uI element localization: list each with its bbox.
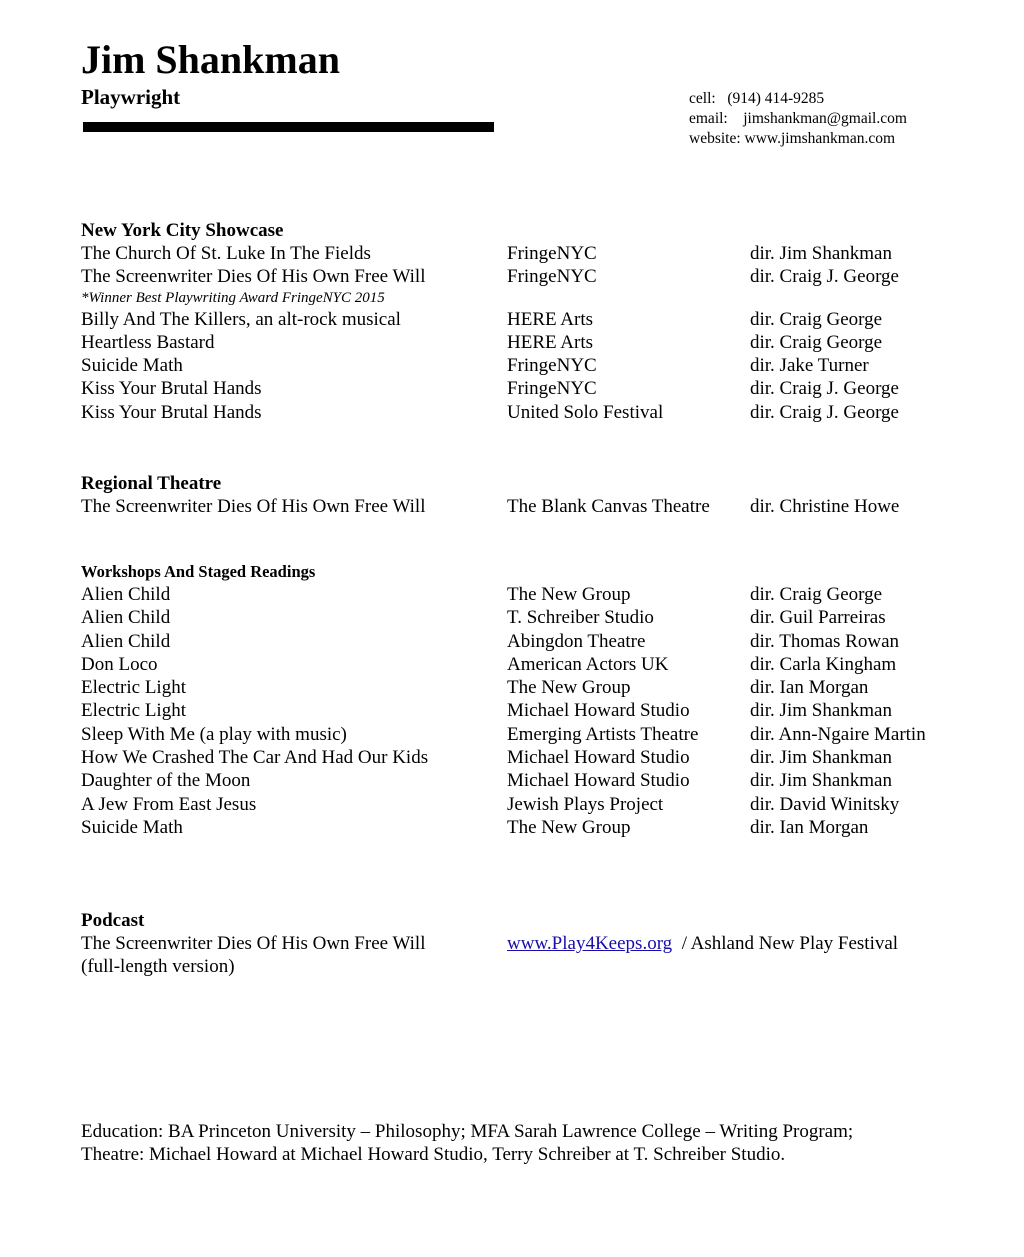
- credit-director: dir. Craig J. George: [750, 266, 899, 288]
- credit-row: [81, 653, 981, 676]
- credit-title: Alien Child: [81, 607, 171, 629]
- education-line: Education: BA Princeton University – Philosophy; MFA Sarah Lawrence College – Writing Program;: [81, 1121, 854, 1142]
- credit-row: [81, 699, 981, 722]
- credit-row: [81, 495, 981, 518]
- credit-title: Kiss Your Brutal Hands: [81, 378, 262, 400]
- credit-row: [81, 793, 981, 816]
- section-regional-theatre: [81, 472, 981, 518]
- credit-director: dir. Jim Shankman: [750, 747, 892, 769]
- website-value: www.jimshankman.com: [744, 130, 896, 147]
- credit-venue: FringeNYC: [507, 266, 597, 288]
- podcast-title: The Screenwriter Dies Of His Own Free Will: [81, 933, 426, 954]
- credit-row: [81, 265, 981, 288]
- credit-title: Billy And The Killers, an alt-rock musical: [81, 308, 401, 330]
- credit-director: dir. David Winitsky: [750, 793, 900, 815]
- section-heading: New York City Showcase: [81, 220, 284, 241]
- credit-director: dir. Craig George: [750, 584, 883, 605]
- credit-director: dir. Craig J. George: [750, 378, 899, 400]
- credit-venue: FringeNYC: [507, 355, 597, 377]
- section-heading: Regional Theatre: [81, 473, 222, 494]
- credit-row: [81, 676, 981, 699]
- credit-row: [81, 401, 981, 424]
- credit-title: Kiss Your Brutal Hands: [81, 401, 262, 423]
- section-heading: Workshops And Staged Readings: [81, 562, 316, 581]
- email-value: jimshankman@gmail.com: [743, 110, 907, 127]
- credit-title: Heartless Bastard: [81, 331, 215, 353]
- podcast-festival: / Ashland New Play Festival: [681, 933, 899, 954]
- credit-director: dir. Craig George: [750, 308, 883, 330]
- credit-row: [81, 583, 981, 606]
- contact-website: [689, 129, 907, 149]
- credit-title: How We Crashed The Car And Had Our Kids: [81, 747, 429, 769]
- credit-venue: FringeNYC: [507, 378, 597, 400]
- credit-venue: Michael Howard Studio: [507, 700, 690, 722]
- contact-email: [689, 109, 907, 129]
- credit-venue: Michael Howard Studio: [507, 747, 690, 769]
- credit-director: dir. Ian Morgan: [750, 816, 869, 838]
- credit-venue: The New Group: [507, 816, 631, 838]
- credit-director: dir. Jim Shankman: [750, 243, 892, 264]
- credit-row: [81, 331, 981, 354]
- cell-label: cell:: [689, 90, 716, 107]
- podcast-row-2: [81, 955, 981, 978]
- credit-venue: The New Group: [507, 584, 631, 605]
- credit-row: [81, 746, 981, 769]
- credit-row: [81, 242, 981, 265]
- email-label: email:: [689, 110, 728, 127]
- podcast-row: [81, 932, 981, 955]
- section-podcast: [81, 909, 981, 979]
- credit-title: The Church Of St. Luke In The Fields: [81, 243, 371, 264]
- credit-row: [81, 816, 981, 839]
- credit-venue: The Blank Canvas Theatre: [507, 496, 710, 517]
- theatre-training-line: Theatre: Michael Howard at Michael Howard Studio, Terry Schreiber at T. Schreiber Studio.: [81, 1144, 786, 1166]
- podcast-source: [507, 932, 898, 955]
- credit-director: dir. Christine Howe: [750, 496, 900, 517]
- credit-venue: Emerging Artists Theatre: [507, 723, 699, 745]
- podcast-title-line2: (full-length version): [81, 956, 235, 978]
- cell-value: (914) 414-9285: [727, 90, 825, 107]
- contact-block: [689, 89, 907, 149]
- website-label: website:: [689, 130, 741, 147]
- credit-venue: Jewish Plays Project: [507, 793, 664, 815]
- credit-director: dir. Carla Kingham: [750, 653, 897, 675]
- credit-row: [81, 606, 981, 629]
- education-block: [81, 1120, 853, 1167]
- credit-venue: HERE Arts: [507, 308, 594, 330]
- credit-director: dir. Thomas Rowan: [750, 630, 900, 652]
- contact-cell: [689, 89, 907, 109]
- credit-title: The Screenwriter Dies Of His Own Free Will: [81, 266, 426, 288]
- credit-venue: HERE Arts: [507, 331, 594, 353]
- credit-title: Electric Light: [81, 677, 186, 699]
- header-rule: [83, 122, 494, 132]
- credit-venue: FringeNYC: [507, 243, 597, 264]
- credit-title: Don Loco: [81, 653, 158, 675]
- credit-title: The Screenwriter Dies Of His Own Free Will: [81, 496, 426, 517]
- award-note: *Winner Best Playwriting Award FringeNYC 2015: [81, 289, 385, 306]
- credit-title: Suicide Math: [81, 355, 183, 377]
- credit-venue: United Solo Festival: [507, 401, 664, 423]
- credit-director: dir. Ann-Ngaire Martin: [750, 723, 926, 745]
- podcast-link[interactable]: www.Play4Keeps.org: [507, 933, 673, 954]
- credit-title: Suicide Math: [81, 816, 183, 838]
- resume-name: Jim Shankman: [81, 37, 340, 82]
- credit-director: dir. Craig J. George: [750, 401, 899, 423]
- credit-row: [81, 377, 981, 400]
- credit-venue: Abingdon Theatre: [507, 630, 646, 652]
- section-workshops: [81, 560, 981, 839]
- credit-venue: T. Schreiber Studio: [507, 607, 654, 629]
- credit-title: Daughter of the Moon: [81, 770, 251, 792]
- credit-title: Alien Child: [81, 584, 171, 605]
- credit-title: Sleep With Me (a play with music): [81, 723, 347, 745]
- credit-director: dir. Jim Shankman: [750, 700, 892, 722]
- credit-row: [81, 769, 981, 792]
- resume-role: Playwright: [81, 85, 181, 109]
- credit-director: dir. Jim Shankman: [750, 770, 892, 792]
- credit-director: dir. Guil Parreiras: [750, 607, 886, 629]
- section-nyc-showcase: [81, 219, 981, 424]
- credit-venue: Michael Howard Studio: [507, 770, 690, 792]
- credit-row: [81, 630, 981, 653]
- credit-director: dir. Craig George: [750, 331, 883, 353]
- credit-director: dir. Jake Turner: [750, 355, 869, 377]
- credit-row: [81, 308, 981, 331]
- credit-director: dir. Ian Morgan: [750, 677, 869, 699]
- credit-title: A Jew From East Jesus: [81, 793, 257, 815]
- section-heading: Podcast: [81, 910, 145, 931]
- credit-row: [81, 723, 981, 746]
- credit-title: Alien Child: [81, 630, 171, 652]
- credit-row: [81, 354, 981, 377]
- credit-venue: American Actors UK: [507, 653, 669, 675]
- credit-title: Electric Light: [81, 700, 186, 722]
- credit-venue: The New Group: [507, 677, 631, 699]
